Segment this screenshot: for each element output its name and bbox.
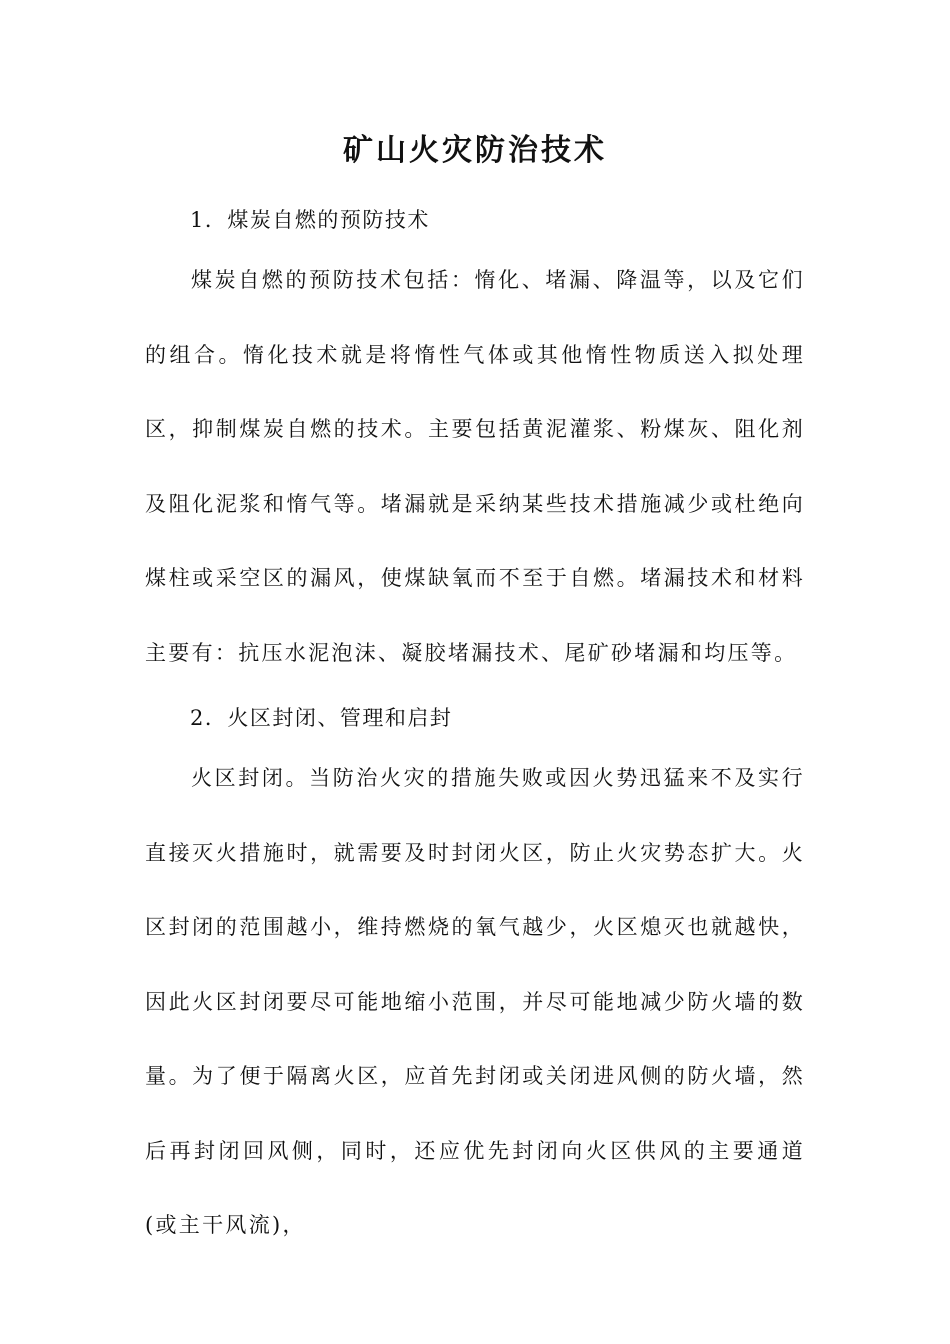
section-paragraph-2: 火区封闭。当防治火灾的措施失败或因火势迅猛来不及实行直接灭火措施时，就需要及时封闭火区，防止火灾势态扩大。火区封闭的范围越小，维持燃烧的氧气越少，火区熄灭也就越快，因此火区封闭要尽可能地缩小范围，并尽可能地减少防火墙的数量。为了便于隔离火区，应首先封闭或关闭进风侧的防火墙，然后再封闭回风侧，同时，还应优先封闭向火区供风的主要通道(或主干风流)，: [145, 766, 805, 1237]
document-title: 矿山火灾防治技术: [343, 133, 607, 168]
section-heading-2: 2．火区封闭、管理和启封: [190, 706, 453, 730]
section-paragraph-1: 煤炭自燃的预防技术包括：惰化、堵漏、降温等，以及它们的组合。惰化技术就是将惰性气体或其他惰性物质送入拟处理区，抑制煤炭自燃的技术。主要包括黄泥灌浆、粉煤灰、阻化剂及阻化泥浆和惰气等。堵漏就是采纳某些技术措施减少或杜绝向煤柱或采空区的漏风，使煤缺氧而不至于自燃。堵漏技术和材料主要有：抗压水泥泡沫、凝胶堵漏技术、尾矿砂堵漏和均压等。: [145, 268, 805, 665]
section-heading-1: 1．煤炭自燃的预防技术: [190, 208, 430, 232]
